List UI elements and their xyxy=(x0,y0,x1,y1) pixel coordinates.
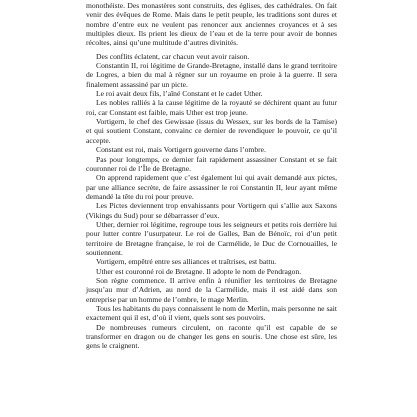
paragraph-4: Le roi avait deux fils, l’aîné Constant et le cadet Uther. xyxy=(96,89,263,99)
paragraph-1: monothéiste. Des monastères sont construits, des églises, des cathédrales. On fait venir des évêques de Rome. Mais dans le petit peuple, les traditions sont dures et nombre d’entre eux ne veulent pas renoncer aux anciennes croyances et à ses multiples dieux. Ils prient les dieux de l’eau et de la terre pour avoir de bonnes récoltes, ainsi qu’une multitude d’autres divinités. xyxy=(86,1,337,48)
paragraph-8: Pas pour longtemps, ce dernier fait rapidement assassiner Constant et se fait couronner roi de l’Île de Bretagne. xyxy=(86,154,337,173)
paragraph-6: Vortigern, le chef des Gewissae (issus du Wessex, sur les bords de la Tamise) et qui soutient Constant, convainc ce dernier de revendiquer le pouvoir, ce qu’il accepte. xyxy=(86,117,337,145)
paragraph-5: Les nobles ralliés à la cause légitime de la royauté se déchirent quant au futur roi, car Constant est faible, mais Uther est trop jeune. xyxy=(86,98,337,117)
paragraph-16: De nombreuses rumeurs circulent, on raconte qu’il est capable de se transformer en dragon ou de changer les gens en souris. Une chose est sûre, les gens le craignent. xyxy=(86,322,337,351)
paragraph-7: Constant est roi, mais Vortigern gouverne dans l’ombre. xyxy=(96,145,266,155)
paragraph-10: Les Pictes deviennent trop envahissants pour Vortigern qui s’allie aux Saxons (Vikings du Sud) pour se débarrasser d’eux. xyxy=(86,201,337,220)
paragraph-13: Uther est couronné roi de Bretagne. Il adopte le nom de Pendragon. xyxy=(96,266,302,276)
paragraph-3: Constantin II, roi légitime de Grande-Bretagne, installé dans le grand territoire de Logres, a bien du mal à régner sur un royaume en proie à la guerre. Il sera finalement assassiné par un picte. xyxy=(86,61,337,89)
paragraph-15: Tous les habitants du pays connaissent le nom de Merlin, mais personne ne sait exactement qui il est, d’où il vient, quels sont ses pouvoirs. xyxy=(86,304,337,323)
paragraph-11: Uther, dernier roi légitime, regroupe tous les seigneurs et petits rois derrière lui pour lutter contre l’usurpateur. Le roi de Galles, Ban de Bénoïc, roi d’un petit territoire de Bretagne française, le roi de Carmélide, le Duc de Cornouailles, le soutiennent. xyxy=(86,219,337,257)
paragraph-14: Son règne commence. Il arrive enfin à réunifier les territoires de Bretagne jusqu’au mur d’Adrien, au nord de la Carmélide, mais il est aidé dans son entreprise par un homme de l’ombre, le mage Merlin. xyxy=(86,275,337,304)
paragraph-12: Vortigern, empêtré entre ses alliances et traîtrises, est battu. xyxy=(96,257,277,267)
paragraph-2: Des conflits éclatent, car chacun veut avoir raison. xyxy=(96,51,250,61)
paragraph-9: On apprend rapidement que c’est également lui qui avait demandé aux pictes, par une alliance secrète, de faire assassiner le roi Constantin II, leur ayant même demandé la tête du roi pour preuve. xyxy=(86,173,337,201)
